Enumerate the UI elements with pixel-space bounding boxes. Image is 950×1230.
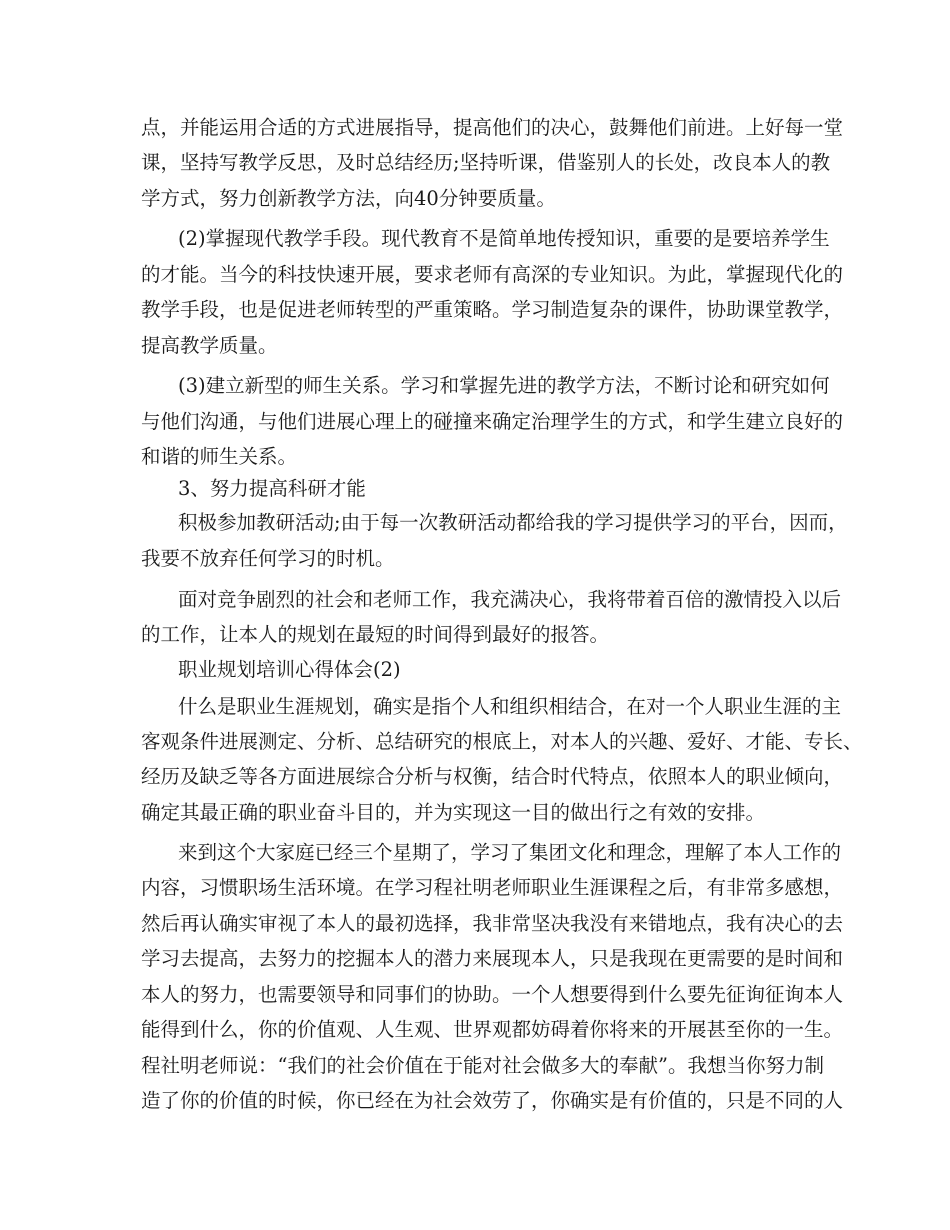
- text-line: 课，坚持写教学反思，及时总结经历;坚持听课，借鉴别人的长处，改良本人的教: [141, 151, 831, 174]
- section-heading: 职业规划培训心得体会(2): [178, 658, 401, 681]
- paragraph-first-line: 什么是职业生涯规划，确实是指个人和组织相结合，在对一个人职业生涯的主: [178, 695, 842, 718]
- text-line: 造了你的价值的时候，你已经在为社会效劳了，你确实是有价值的，只是不同的人: [141, 1089, 844, 1112]
- text-line: 我要不放弃任何学习的时机。: [141, 547, 395, 570]
- paragraph-first-line: 来到这个大家庭已经三个星期了，学习了集团文化和理念，理解了本人工作的: [178, 841, 842, 864]
- text-line: 程社明老师说：“我们的社会价值在于能对社会做多大的奉献”。我想当你努力制: [141, 1054, 824, 1077]
- text-line: 然后再认确实审视了本人的最初选择，我非常坚决我没有来错地点，我有决心的去: [141, 912, 844, 935]
- text-line: 本人的努力，也需要领导和同事们的协助。一个人想要得到什么要先征询征询本人: [141, 983, 844, 1006]
- text-line: 确定其最正确的职业奋斗目的，并为实现这一目的做出行之有效的安排。: [141, 801, 766, 824]
- text-line: 内容，习惯职场生活环境。在学习程社明老师职业生涯课程之后，有非常多感想，: [141, 876, 844, 899]
- text-line: 学方式，努力创新教学方法，向40分钟要质量。: [141, 187, 556, 210]
- text-line: 客观条件进展测定、分析、总结研究的根底上，对本人的兴趣、爱好、才能、专长、: [141, 730, 863, 753]
- text-line: 学习去提高，去努力的挖掘本人的潜力来展现本人，只是我现在更需要的是时间和: [141, 947, 844, 970]
- paragraph-first-line: 面对竞争剧烈的社会和老师工作，我充满决心，我将带着百倍的激情投入以后: [178, 588, 842, 611]
- paragraph-first-line: (3)建立新型的师生关系。学习和掌握先进的教学方法，不断讨论和研究如何: [178, 374, 830, 397]
- text-line: 提高教学质量。: [141, 334, 278, 357]
- text-line: 点，并能运用合适的方式进展指导，提高他们的决心，鼓舞他们前进。上好每一堂: [141, 116, 844, 139]
- text-line: 教学手段，也是促进老师转型的严重策略。学习制造复杂的课件，协助课堂教学，: [141, 298, 844, 321]
- text-line: 与他们沟通，与他们进展心理上的碰撞来确定治理学生的方式，和学生建立良好的: [141, 410, 844, 433]
- text-line: 的才能。当今的科技快速开展，要求老师有高深的专业知识。为此，掌握现代化的: [141, 263, 844, 286]
- section-heading: 3、努力提高科研才能: [178, 477, 366, 500]
- text-line: 和谐的师生关系。: [141, 445, 298, 468]
- text-line: 能得到什么，你的价值观、人生观、世界观都妨碍着你将来的开展甚至你的一生。: [141, 1018, 844, 1041]
- paragraph-first-line: (2)掌握现代教学手段。现代教育不是简单地传授知识，重要的是要培养学生: [178, 227, 830, 250]
- paragraph-first-line: 积极参加教研活动;由于每一次教研活动都给我的学习提供学习的平台，因而，: [178, 511, 848, 534]
- text-line: 的工作，让本人的规划在最短的时间得到最好的报答。: [141, 623, 610, 646]
- text-line: 经历及缺乏等各方面进展综合分析与权衡，结合时代特点，依照本人的职业倾向，: [141, 765, 844, 788]
